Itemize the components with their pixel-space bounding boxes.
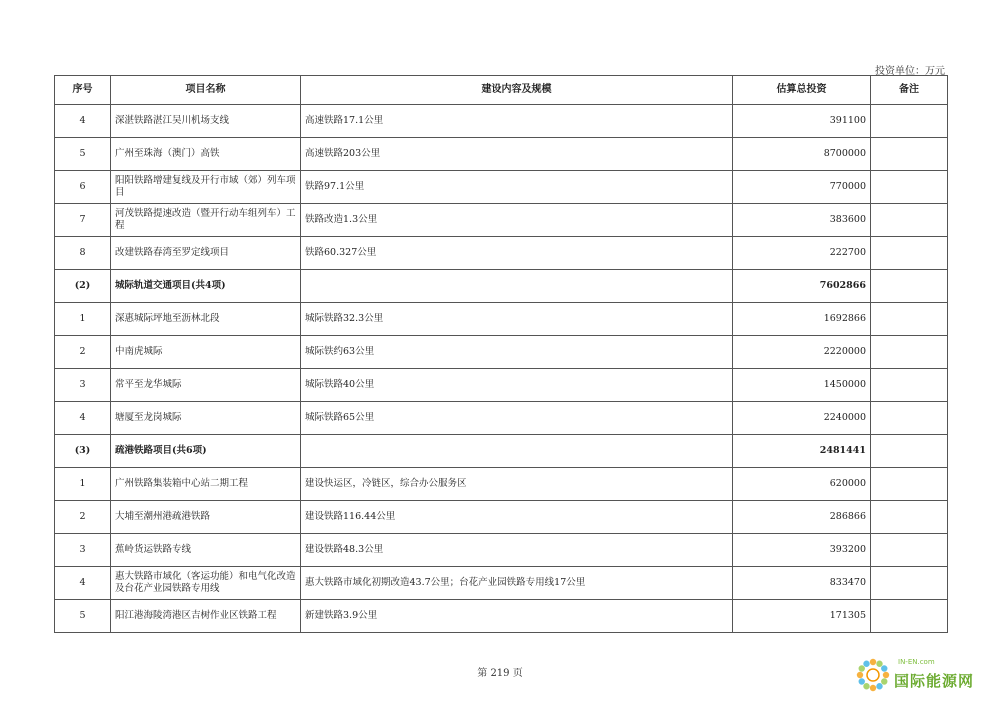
cell-content: 城际铁路32.3公里 bbox=[301, 303, 733, 336]
project-table bbox=[54, 75, 948, 633]
table-row bbox=[55, 369, 948, 402]
cell-investment: 2481441 bbox=[733, 435, 871, 468]
table-row bbox=[55, 204, 948, 237]
logo-petal bbox=[876, 661, 882, 667]
cell-remark bbox=[871, 204, 948, 237]
cell-content: 铁路60.327公里 bbox=[301, 237, 733, 270]
cell-investment: 1450000 bbox=[733, 369, 871, 402]
cell-name: 蕉岭货运铁路专线 bbox=[111, 534, 301, 567]
logo-petal bbox=[863, 661, 869, 667]
subtotal-row bbox=[55, 435, 948, 468]
cell-no: 5 bbox=[55, 138, 111, 171]
table-header-row bbox=[55, 76, 948, 105]
cell-remark bbox=[871, 237, 948, 270]
logo-petal bbox=[870, 685, 876, 691]
cell-content: 建设快运区，冷链区，综合办公服务区 bbox=[301, 468, 733, 501]
cell-content: 建设铁路48.3公里 bbox=[301, 534, 733, 567]
cell-no: 3 bbox=[55, 369, 111, 402]
cell-no: 7 bbox=[55, 204, 111, 237]
cell-investment: 2240000 bbox=[733, 402, 871, 435]
cell-no: 2 bbox=[55, 336, 111, 369]
table-body bbox=[55, 105, 948, 633]
cell-name: 大埔至潮州港疏港铁路 bbox=[111, 501, 301, 534]
sun-flower-logo-icon bbox=[852, 654, 894, 696]
cell-content: 惠大铁路市域化初期改造43.7公里；台花产业园铁路专用线17公里 bbox=[301, 567, 733, 600]
cell-no: (3) bbox=[55, 435, 111, 468]
cell-remark bbox=[871, 501, 948, 534]
cell-investment: 770000 bbox=[733, 171, 871, 204]
cell-no: 8 bbox=[55, 237, 111, 270]
cell-investment: 391100 bbox=[733, 105, 871, 138]
logo-petal bbox=[876, 683, 882, 689]
table-row bbox=[55, 402, 948, 435]
cell-name: 常平至龙华城际 bbox=[111, 369, 301, 402]
logo-petal bbox=[857, 672, 863, 678]
cell-name: 广州至珠海（澳门）高铁 bbox=[111, 138, 301, 171]
cell-no: 5 bbox=[55, 600, 111, 633]
cell-remark bbox=[871, 138, 948, 171]
cell-name: 深湛铁路湛江吴川机场支线 bbox=[111, 105, 301, 138]
watermark-brand: 国际能源网 bbox=[894, 672, 975, 690]
cell-no: 4 bbox=[55, 567, 111, 600]
cell-name: 中南虎城际 bbox=[111, 336, 301, 369]
table-row bbox=[55, 336, 948, 369]
table-row bbox=[55, 303, 948, 336]
cell-remark bbox=[871, 369, 948, 402]
cell-content: 城际铁路40公里 bbox=[301, 369, 733, 402]
cell-investment: 2220000 bbox=[733, 336, 871, 369]
table-row bbox=[55, 600, 948, 633]
cell-no: 4 bbox=[55, 105, 111, 138]
cell-remark bbox=[871, 600, 948, 633]
cell-content: 建设铁路116.44公里 bbox=[301, 501, 733, 534]
logo-petal bbox=[870, 659, 876, 665]
cell-name: 河茂铁路提速改造（暨开行动车组列车）工程 bbox=[111, 204, 301, 237]
header-remark: 备注 bbox=[871, 76, 948, 105]
subtotal-row bbox=[55, 270, 948, 303]
cell-content bbox=[301, 270, 733, 303]
watermark-domain: IN-EN.com bbox=[898, 658, 935, 666]
cell-name: 惠大铁路市域化（客运功能）和电气化改造及台花产业园铁路专用线 bbox=[111, 567, 301, 600]
cell-content: 铁路97.1公里 bbox=[301, 171, 733, 204]
cell-remark bbox=[871, 270, 948, 303]
cell-remark bbox=[871, 435, 948, 468]
cell-remark bbox=[871, 171, 948, 204]
cell-content: 高速铁路17.1公里 bbox=[301, 105, 733, 138]
logo-petal bbox=[881, 665, 887, 671]
header-no: 序号 bbox=[55, 76, 111, 105]
table-row bbox=[55, 534, 948, 567]
cell-name: 城际轨道交通项目(共4项) bbox=[111, 270, 301, 303]
cell-remark bbox=[871, 534, 948, 567]
cell-name: 塘厦至龙岗城际 bbox=[111, 402, 301, 435]
cell-remark bbox=[871, 402, 948, 435]
cell-investment: 383600 bbox=[733, 204, 871, 237]
cell-investment: 833470 bbox=[733, 567, 871, 600]
table-row bbox=[55, 501, 948, 534]
cell-investment: 171305 bbox=[733, 600, 871, 633]
cell-investment: 620000 bbox=[733, 468, 871, 501]
header-investment: 估算总投资 bbox=[733, 76, 871, 105]
cell-name: 广州铁路集装箱中心站二期工程 bbox=[111, 468, 301, 501]
cell-content: 城际铁约63公里 bbox=[301, 336, 733, 369]
table-row bbox=[55, 138, 948, 171]
logo-petal bbox=[859, 678, 865, 684]
logo-petal bbox=[859, 665, 865, 671]
cell-remark bbox=[871, 303, 948, 336]
cell-no: (2) bbox=[55, 270, 111, 303]
table-row bbox=[55, 468, 948, 501]
cell-no: 2 bbox=[55, 501, 111, 534]
cell-investment: 393200 bbox=[733, 534, 871, 567]
logo-petal bbox=[881, 678, 887, 684]
cell-name: 深惠城际坪地至沥林北段 bbox=[111, 303, 301, 336]
cell-name: 疏港铁路项目(共6项) bbox=[111, 435, 301, 468]
cell-no: 1 bbox=[55, 303, 111, 336]
cell-remark bbox=[871, 567, 948, 600]
cell-remark bbox=[871, 468, 948, 501]
cell-investment: 222700 bbox=[733, 237, 871, 270]
table-row bbox=[55, 567, 948, 600]
cell-no: 6 bbox=[55, 171, 111, 204]
cell-name: 改建铁路春湾至罗定线项目 bbox=[111, 237, 301, 270]
cell-name: 阳江港海陵湾港区吉树作业区铁路工程 bbox=[111, 600, 301, 633]
cell-remark bbox=[871, 105, 948, 138]
header-name: 项目名称 bbox=[111, 76, 301, 105]
cell-content: 高速铁路203公里 bbox=[301, 138, 733, 171]
table-row bbox=[55, 237, 948, 270]
cell-name: 阳阳铁路增建复线及开行市域（郊）列车项目 bbox=[111, 171, 301, 204]
cell-remark bbox=[871, 336, 948, 369]
logo-petal bbox=[863, 683, 869, 689]
cell-investment: 286866 bbox=[733, 501, 871, 534]
cell-investment: 7602866 bbox=[733, 270, 871, 303]
cell-content: 新建铁路3.9公里 bbox=[301, 600, 733, 633]
cell-investment: 8700000 bbox=[733, 138, 871, 171]
cell-content: 铁路改造1.3公里 bbox=[301, 204, 733, 237]
watermark-logo bbox=[852, 650, 992, 700]
cell-content bbox=[301, 435, 733, 468]
investment-unit-label: 投资单位：万元 bbox=[875, 66, 945, 77]
cell-investment: 1692866 bbox=[733, 303, 871, 336]
page-number: 第 219 页 bbox=[477, 668, 523, 679]
cell-no: 4 bbox=[55, 402, 111, 435]
cell-no: 1 bbox=[55, 468, 111, 501]
logo-petal bbox=[883, 672, 889, 678]
table-row bbox=[55, 105, 948, 138]
cell-content: 城际铁路65公里 bbox=[301, 402, 733, 435]
table-row bbox=[55, 171, 948, 204]
cell-no: 3 bbox=[55, 534, 111, 567]
header-content: 建设内容及规模 bbox=[301, 76, 733, 105]
